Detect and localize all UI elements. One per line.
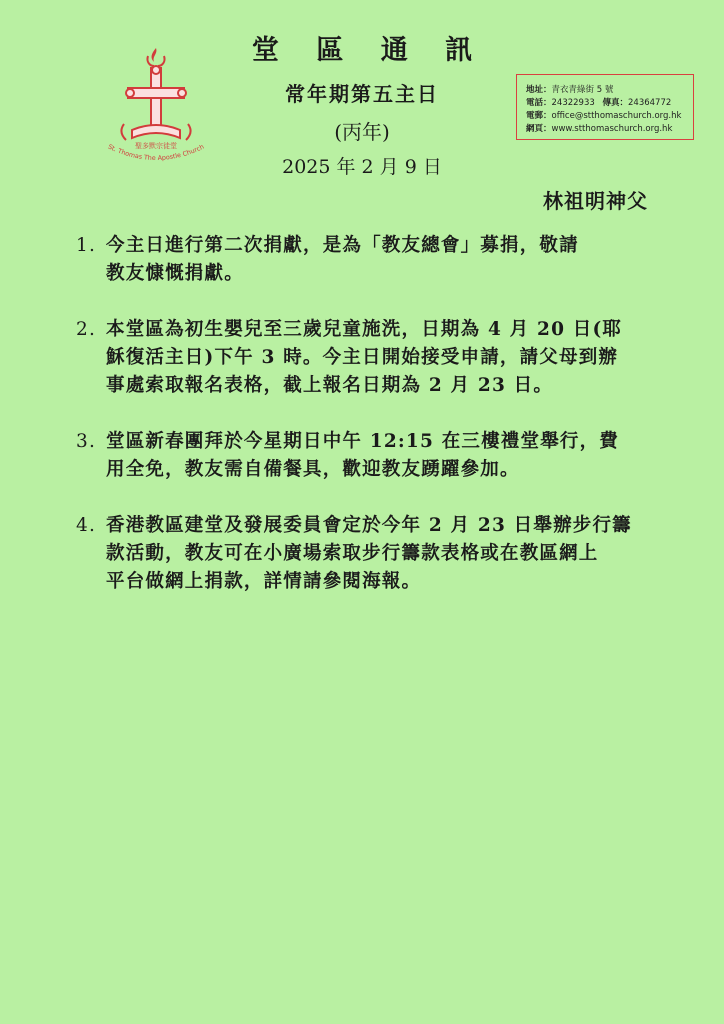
announcement-item xyxy=(76,428,656,484)
item-number: 2. xyxy=(76,319,97,340)
item-number: 3. xyxy=(76,431,97,452)
year-cycle: (丙年) xyxy=(334,120,390,144)
logo-text-en: St. Thomas The Apostle Church xyxy=(106,142,206,163)
item-text: 堂區新春團拜於今星期日中午 12:15 在三樓禮堂舉行，費 用全免，教友需自備餐具，歡迎教友踴躍參加。 xyxy=(106,431,620,480)
item-number: 4. xyxy=(76,515,97,536)
announcement-item xyxy=(76,512,656,596)
item-text: 香港教區建堂及發展委員會定於今年 2 月 23 日舉辦步行籌 款活動，教友可在小廣場索取步行籌款表格或在教區網上 平台做網上捐款，詳情請參閱海報。 xyxy=(106,515,632,592)
item-text: 本堂區為初生嬰兒至三歲兒童施洗，日期為 4 月 20 日(耶 穌復活主日)下午 3 時。今主日開始接受申請，請父母到辦 事處索取報名表格，截上報名日期為 2 月 23 日。 xyxy=(106,319,623,396)
contact-web: 網頁：www.stthomaschurch.org.hk xyxy=(526,124,673,134)
liturgical-day: 常年期第五主日 xyxy=(285,82,439,106)
announcement-list xyxy=(76,232,656,624)
page-title: 堂 區 通 訊 xyxy=(251,35,487,66)
announcement-item xyxy=(76,316,656,400)
bulletin-date: 2025 年 2 月 9 日 xyxy=(282,156,442,178)
priest-name: 林祖明神父 xyxy=(543,189,648,213)
contact-phone: 電話：24322933 傳真：24364772 xyxy=(526,98,672,108)
announcement-item xyxy=(76,232,656,288)
item-number: 1. xyxy=(76,235,97,256)
contact-email: 電郵：office@stthomaschurch.org.hk xyxy=(526,111,682,121)
item-text: 今主日進行第二次捐獻，是為「教友總會」募捐，敬請 教友慷慨捐獻。 xyxy=(106,235,579,284)
contact-address: 地址：青衣青綠街 5 號 xyxy=(526,85,614,95)
logo-text-cn: 聖多默宗徒堂 xyxy=(135,142,177,150)
contact-box xyxy=(516,74,694,140)
